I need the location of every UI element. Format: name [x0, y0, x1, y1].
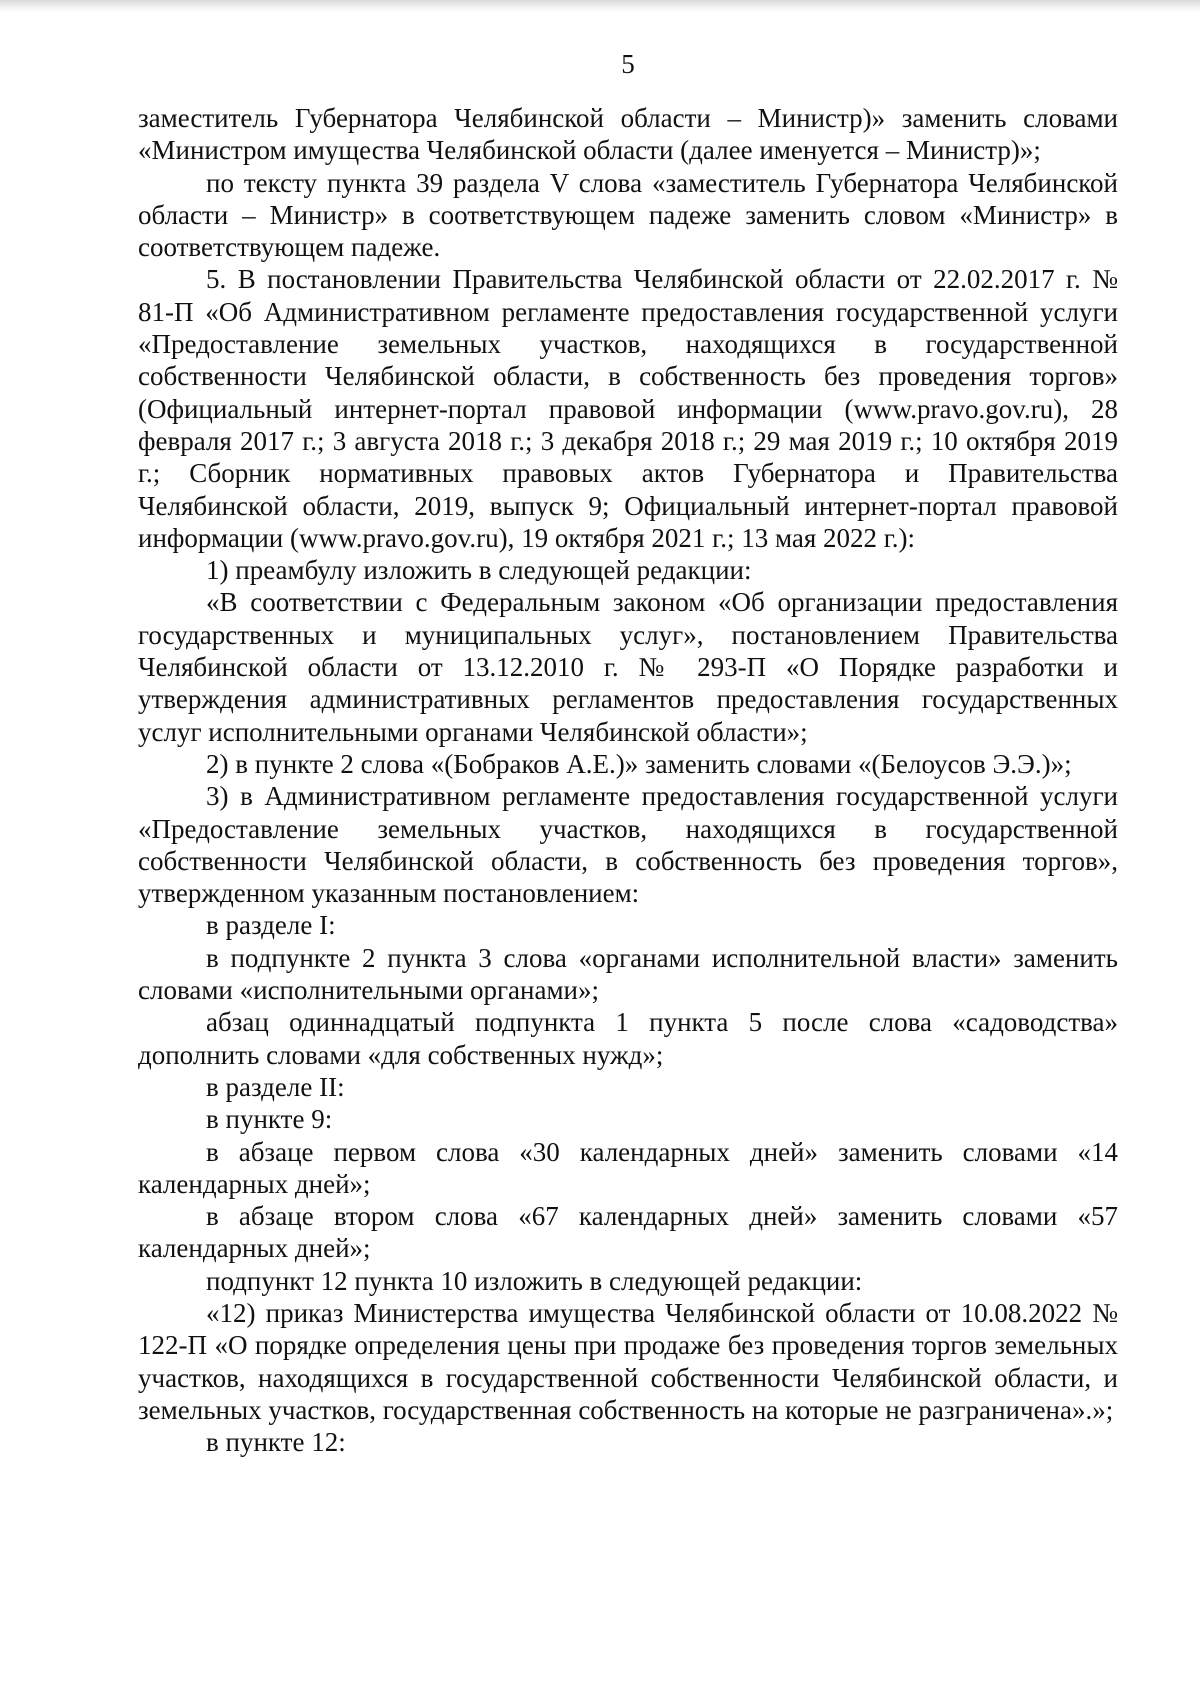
- scan-edge: [0, 0, 1200, 12]
- paragraph-order-text: «12) приказ Министерства имущества Челябинской области от 10.08.2022 № 122-П «О порядке определения цены при продаже без проведения торгов земельных участков, находящихся в государственной собственности Челябинской области, и земельных участков, государственная собственность на которые не разграничена».»;: [138, 1297, 1118, 1425]
- paragraph-item-12: в пункте 12:: [206, 1427, 346, 1458]
- paragraph-second-abzac: в абзаце втором слова «67 календарных дней» заменить словами «57 календарных дней»;: [138, 1201, 1118, 1264]
- paragraph-item-3: 3) в Административном регламенте предоставления государственной услуги «Предоставление земельных участков, находящихся в государственной собственности Челябинской области, в собственность без проведения торгов», утвержденном указанным постановлением:: [138, 781, 1118, 909]
- paragraph-section-ii: в разделе II:: [206, 1071, 345, 1102]
- page-number: 5: [621, 49, 635, 79]
- paragraph-subitem-2: в подпункте 2 пункта 3 слова «органами исполнительной власти» заменить словами «исполнительными органами»;: [138, 942, 1118, 1006]
- paragraph-continuation: заместитель Губернатора Челябинской области – Министр)» заменить словами «Министром имущества Челябинской области (далее именуется – Министр)»;: [138, 103, 1118, 166]
- paragraph-preamble-text: «В соответствии с Федеральным законом «Об организации предоставления государственных и муниципальных услуг», постановлением Правительства Челябинской области от 13.12.2010 г. № 293-П «О Порядке разработки и утверждения административных регламентов предоставления государственных услуг исполнительными органами Челябинской области»;: [138, 587, 1118, 747]
- paragraph-first-abzac: в абзаце первом слова «30 календарных дней» заменить словами «14 календарных дней»;: [138, 1136, 1118, 1199]
- document-page: [138, 44, 1118, 1624]
- paragraph-subitem-12: подпункт 12 пункта 10 изложить в следующей редакции:: [206, 1265, 863, 1296]
- paragraph-item-9: в пункте 9:: [206, 1104, 333, 1135]
- paragraph-section-i: в разделе I:: [206, 910, 336, 941]
- paragraph-subitem-1: абзац одиннадцатый подпункта 1 пункта 5 после слова «садоводства» дополнить словами «для собственных нужд»;: [138, 1007, 1118, 1070]
- paragraph-section-5: 5. В постановлении Правительства Челябинской области от 22.02.2017 г. № 81-П «Об Административном регламенте предоставления государственной услуги «Предоставление земельных участков, находящихся в государственной собственности Челябинской области, в собственность без проведения торгов» (Официальный интернет-портал правовой информации (www.pravo.gov.ru), 28 февраля 2017 г.; 3 августа 2018 г.; 3 декабря 2018 г.; 29 мая 2019 г.; 10 октября 2019 г.; Сборник нормативных правовых актов Губернатора и Правительства Челябинской области, 2019, выпуск 9; Официальный интернет-портал правовой информации (www.pravo.gov.ru), 19 октября 2021 г.; 13 мая 2022 г.):: [138, 264, 1118, 553]
- paragraph-item-2: 2) в пункте 2 слова «(Бобраков А.Е.)» заменить словами «(Белоусов Э.Э.)»;: [206, 748, 1072, 779]
- paragraph-item-39: по тексту пункта 39 раздела V слова «заместитель Губернатора Челябинской области – Министр» в соответствующем падеже заменить словом «Министр» в соответствующем падеже.: [138, 167, 1118, 263]
- paragraph-preamble-intro: 1) преамбулу изложить в следующей редакции:: [206, 555, 752, 586]
